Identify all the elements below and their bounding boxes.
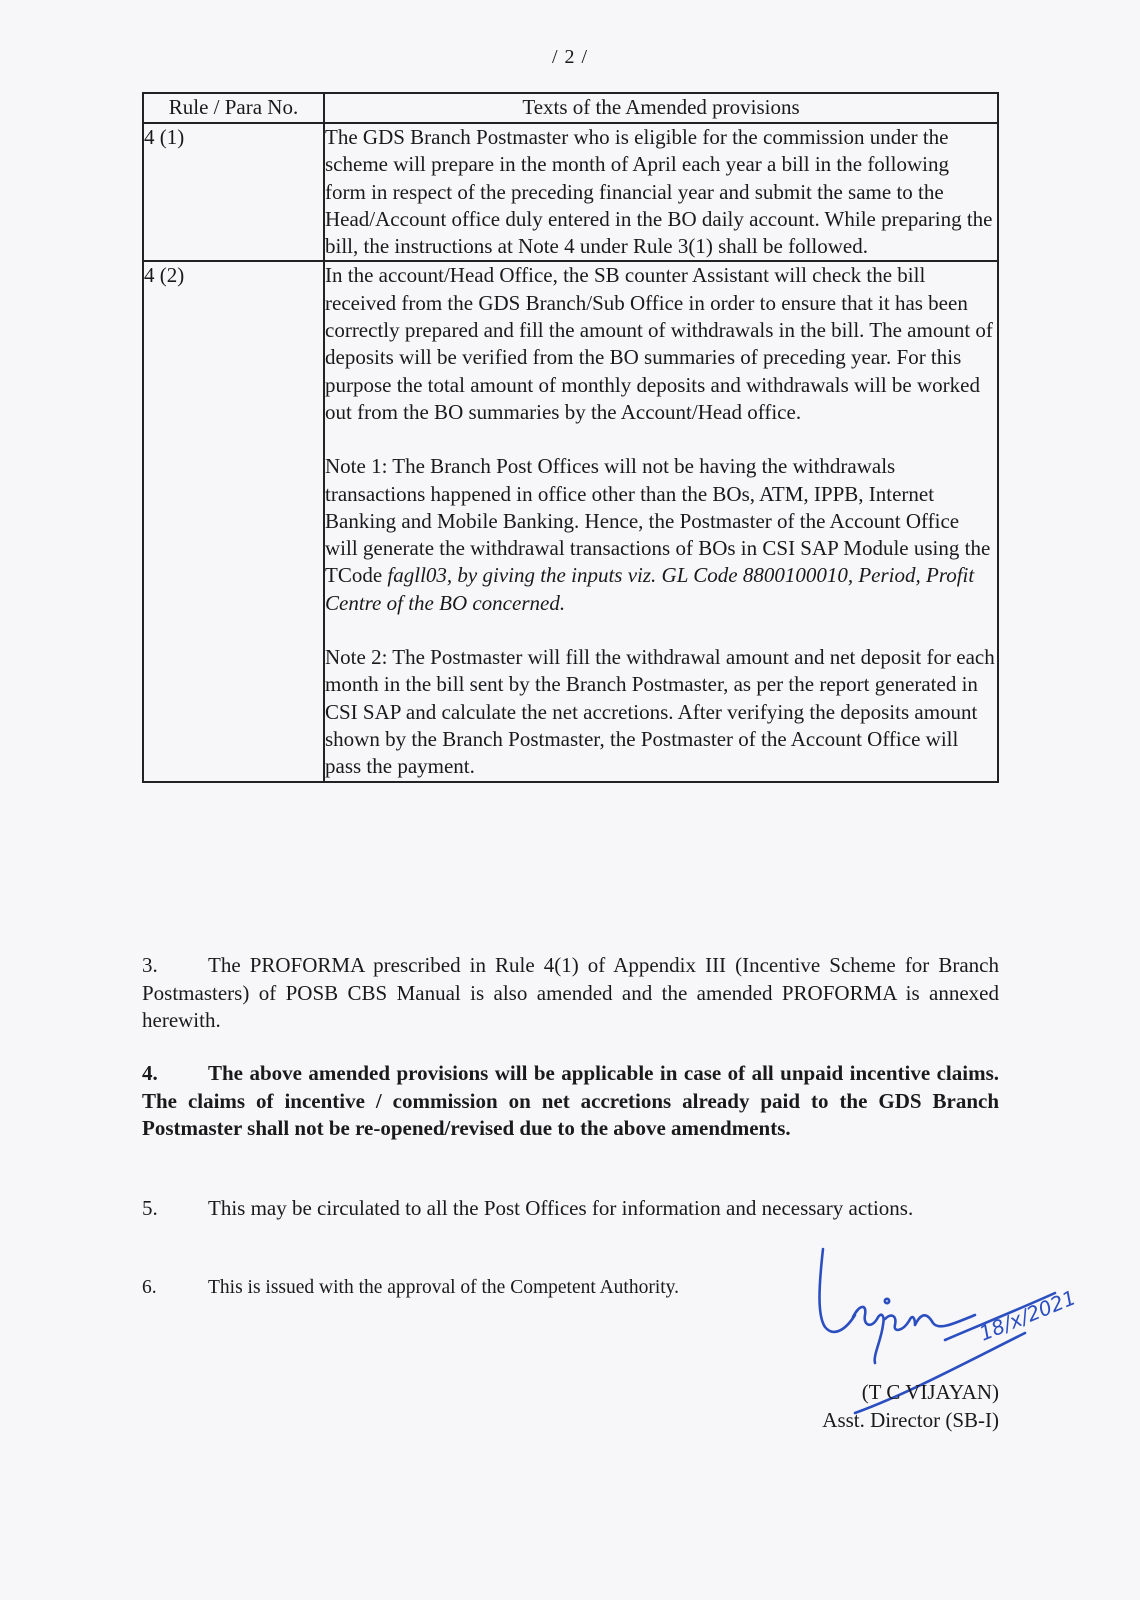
amended-provisions-table: [142, 92, 999, 783]
paragraph-text: This is issued with the approval of the Competent Authority.: [208, 1277, 680, 1298]
paragraph-3: [142, 952, 999, 1035]
rule-number: 4 (1): [143, 123, 324, 261]
table-row: [143, 123, 998, 261]
paragraph-text: The PROFORMA prescribed in Rule 4(1) of Appendix III (Incentive Scheme for Branch Postmasters) of POSB CBS Manual is also amended and the amended PROFORMA is annexed herewith.: [142, 953, 999, 1032]
page-number: / 2 /: [551, 46, 589, 68]
provision-text: [324, 261, 998, 781]
provision-paragraph: The GDS Branch Postmaster who is eligible for the commission under the scheme will prepare in the month of April each year a bill in the following form in respect of the preceding financial year and submit the same to the Head/Account office duly entered in the BO daily account. While preparing the bill, the instructions at Note 4 under Rule 3(1) shall be followed.: [325, 125, 993, 259]
signature-date: 18/x/2021: [975, 1285, 1080, 1346]
paragraph-text: This may be circulated to all the Post Offices for information and necessary actions.: [208, 1196, 914, 1220]
table-header-row: [143, 93, 998, 123]
table-row: [143, 261, 998, 781]
paragraph-number: 5.: [142, 1196, 158, 1220]
note-1-italic-text: fagll03, by giving the inputs viz. GL Code 8800100010, Period, Profit Centre of the BO concerned.: [325, 563, 975, 615]
paragraph-4: [142, 1060, 999, 1143]
paragraph-number: 6.: [142, 1277, 157, 1298]
rule-column-header: Rule / Para No.: [143, 93, 324, 123]
text-column-header: Texts of the Amended provisions: [324, 93, 998, 123]
provision-text: [324, 123, 998, 261]
note-2-label: Note 2: [325, 645, 382, 670]
note-2: [325, 644, 995, 780]
note-1: [325, 453, 995, 617]
provision-paragraph: In the account/Head Office, the SB counter Assistant will check the bill received from the GDS Branch/Sub Office in order to ensure that it has been correctly prepared and fill the amount of withdrawals in the bill. The amount of deposits will be verified from the BO summaries of preceding year. For this purpose the total amount of monthly deposits and withdrawals will be worked out from the BO summaries by the Account/Head office.: [325, 263, 993, 424]
paragraph-5: [142, 1195, 999, 1223]
paragraph-number: 4.: [142, 1061, 158, 1085]
note-1-label: Note 1: [325, 454, 382, 479]
paragraph-text: The above amended provisions will be applicable in case of all unpaid incentive claims. The claims of incentive / commission on net accretions already paid to the GDS Branch Postmaster shall not be re-opened/revised due to the above amendments.: [142, 1061, 999, 1140]
signatory-name: (T C VIJAYAN): [861, 1380, 999, 1404]
signatory-designation: Asst. Director (SB-I): [822, 1408, 999, 1432]
note-1-text: : The Branch Post Offices will not be having the withdrawals transactions happened in office other than the BOs, ATM, IPPB, Internet Banking and Mobile Banking. Hence, the Postmaster of the Account Office will generate the withdrawal transactions of BOs in CSI SAP Module using the TCode: [325, 454, 991, 588]
paragraph-number: 3.: [142, 953, 158, 977]
rule-number: 4 (2): [143, 261, 324, 781]
note-2-text: : The Postmaster will fill the withdrawal amount and net deposit for each month in the bill sent by the Branch Postmaster, as per the report generated in CSI SAP and calculate the net accretions. After verifying the deposits amount shown by the Branch Postmaster, the Postmaster of the Account Office will pass the payment.: [325, 645, 995, 779]
